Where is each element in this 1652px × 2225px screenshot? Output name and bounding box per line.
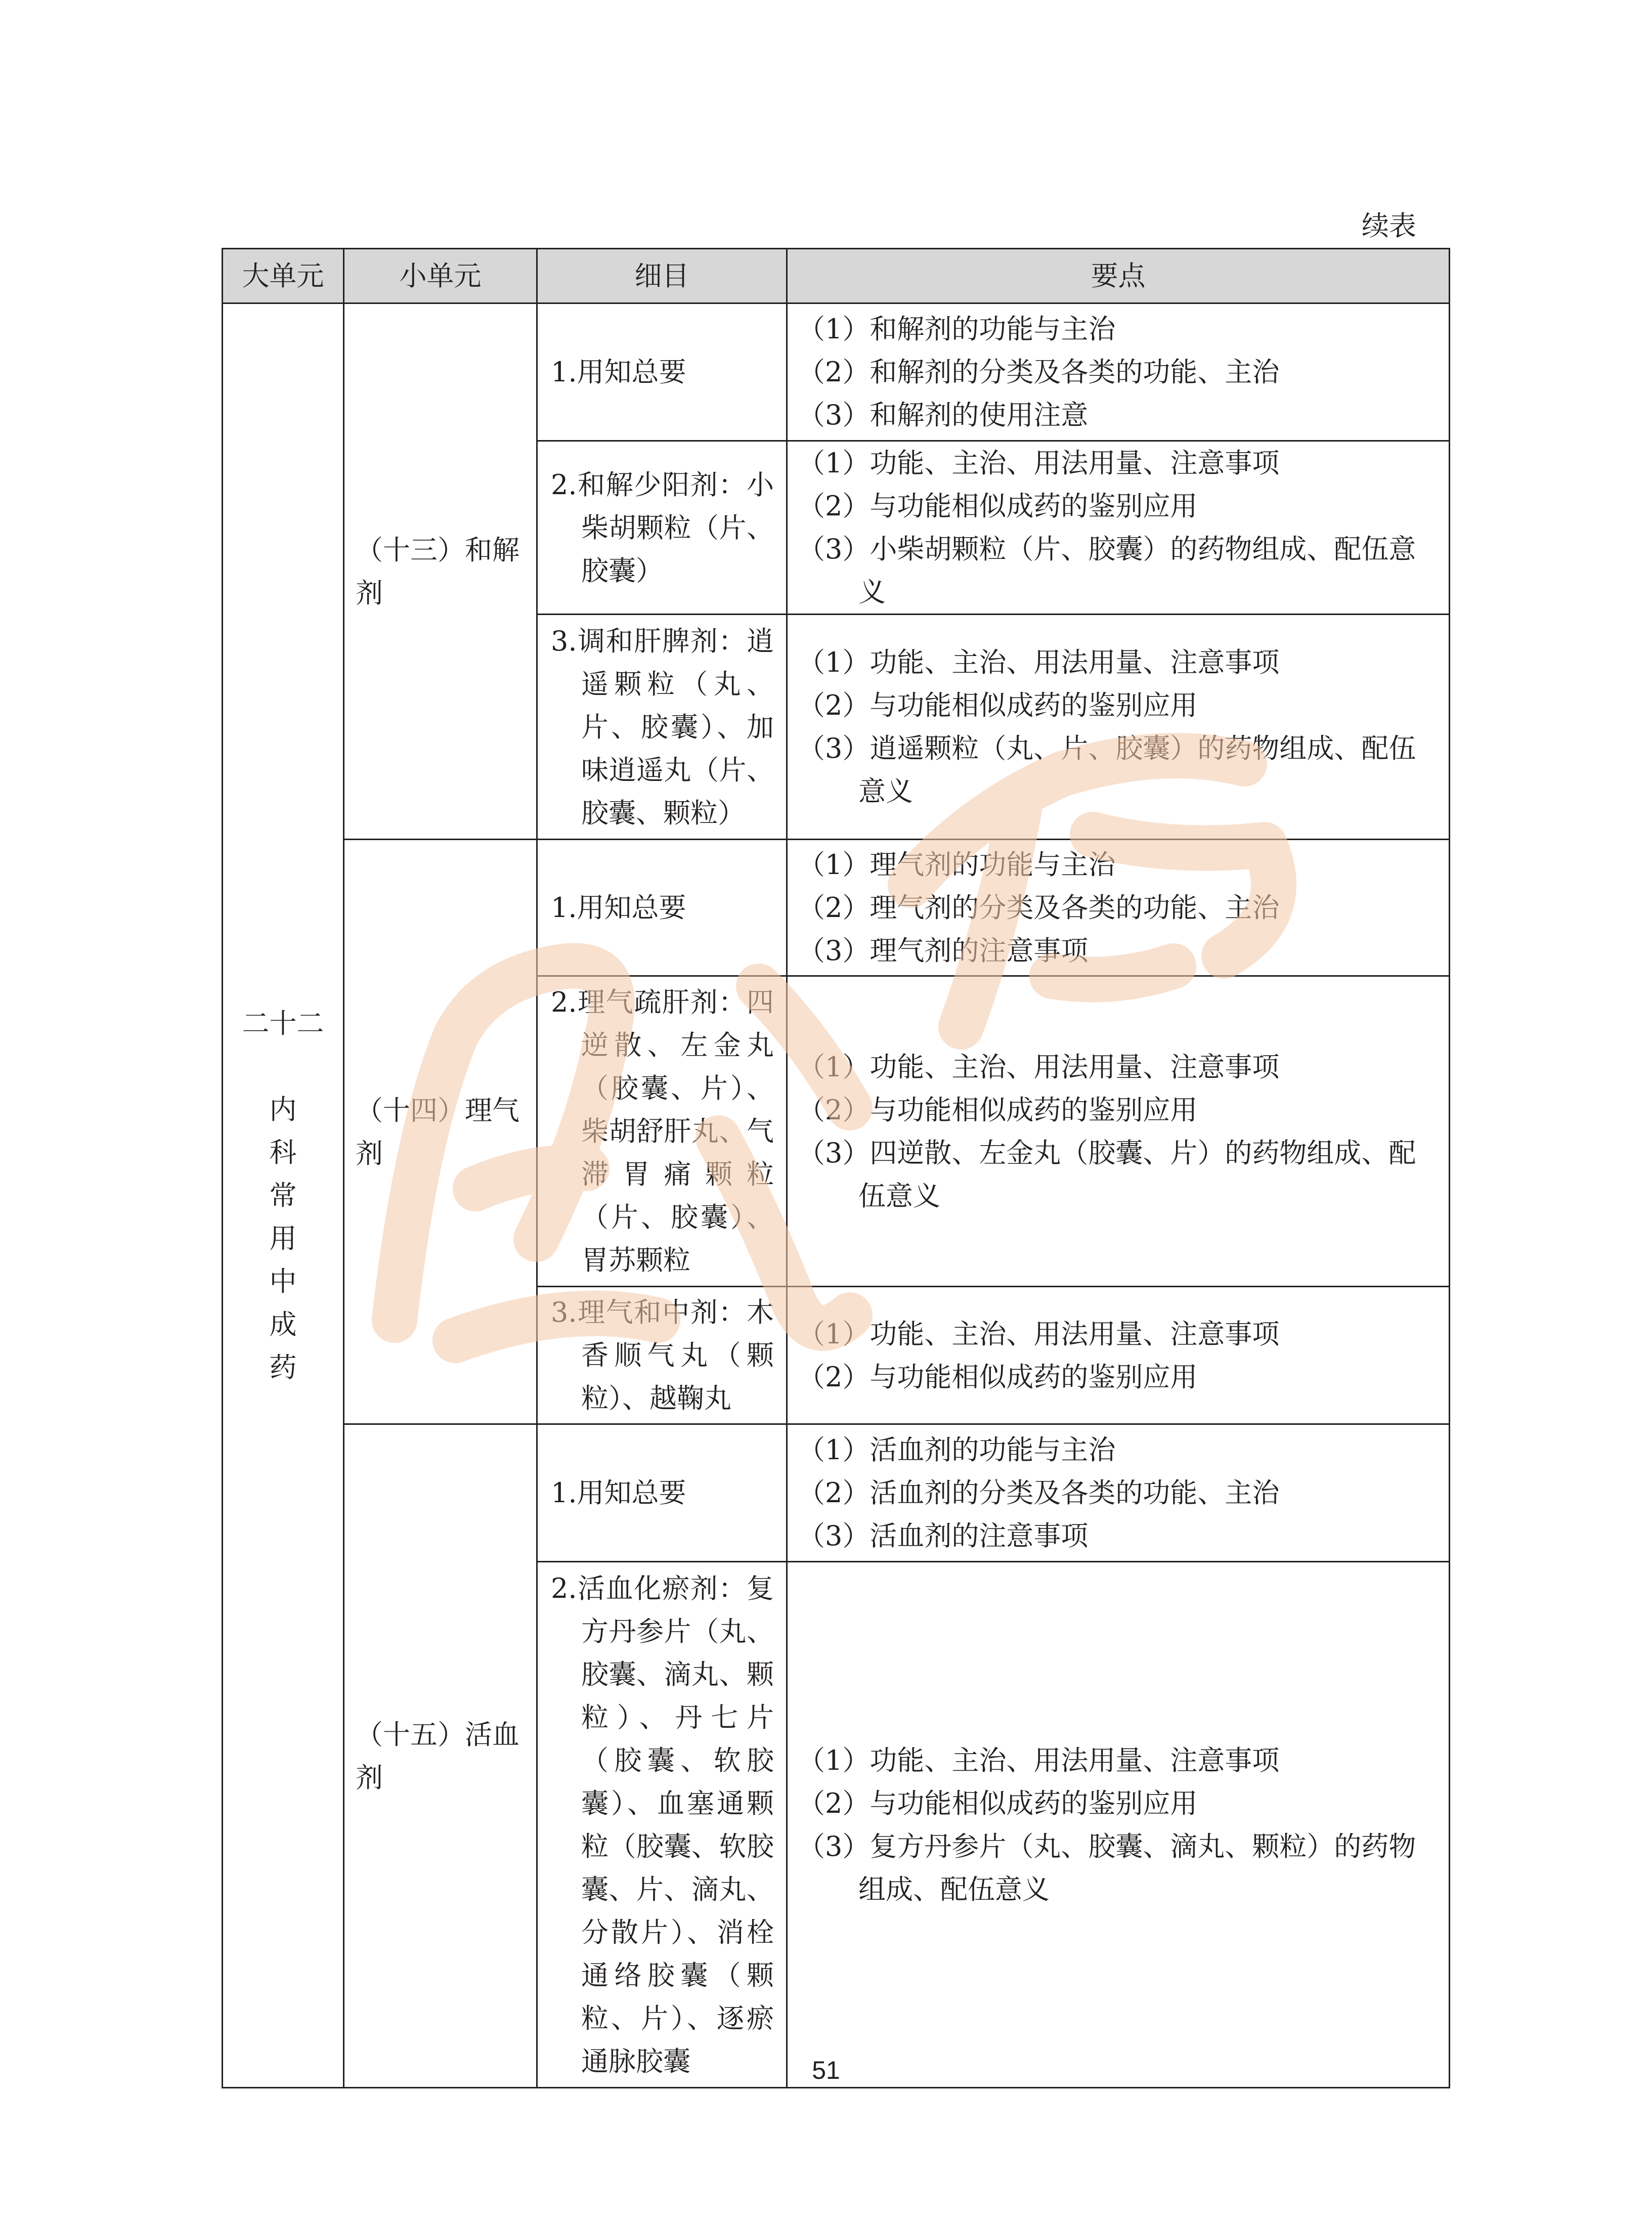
item-cell <box>537 976 787 1287</box>
major-unit-title-char: 科 <box>269 1137 297 1168</box>
points-cell <box>787 1562 1450 2088</box>
table-header-row <box>223 249 1450 303</box>
item-cell <box>537 615 787 840</box>
minor-unit-cell <box>344 1424 537 2088</box>
points-cell <box>787 441 1450 615</box>
major-unit-title-char: 常 <box>269 1180 297 1211</box>
point-line: （1）功能、主治、用法用量、注意事项 <box>798 447 1280 479</box>
points-cell <box>787 840 1450 976</box>
table-row <box>223 303 1450 441</box>
point-line: （2）和解剂的分类及各类的功能、主治 <box>798 356 1280 388</box>
point-line: （3）复方丹参片（丸、胶囊、滴丸、颗粒）的药物组成、配伍意义 <box>798 1830 1416 1905</box>
item-text: 2.和解少阳剂：小柴胡颗粒（片、胶囊） <box>551 468 774 587</box>
item-cell <box>537 1424 787 1562</box>
point-line: （1）功能、主治、用法用量、注意事项 <box>798 1051 1280 1083</box>
major-unit-number: 二十二 <box>242 1008 324 1039</box>
minor-unit-label: （十三）和解剂 <box>356 534 519 609</box>
header-major-unit: 大单元 <box>223 249 344 303</box>
point-line: （2）与功能相似成药的鉴别应用 <box>798 1787 1198 1819</box>
major-unit-cell <box>223 303 344 2088</box>
item-text: 3.理气和中剂：木香顺气丸（颗粒）、越鞠丸 <box>551 1296 774 1414</box>
point-line: （1）功能、主治、用法用量、注意事项 <box>798 646 1280 678</box>
item-cell <box>537 441 787 615</box>
major-unit-title-char: 中 <box>269 1266 297 1297</box>
points-cell <box>787 1424 1450 1562</box>
header-minor-unit: 小单元 <box>344 249 537 303</box>
item-cell <box>537 303 787 441</box>
item-text: 3.调和肝脾剂：逍遥颗粒（丸、片、胶囊）、加味逍遥丸（片、胶囊、颗粒） <box>551 625 774 829</box>
item-text: 1.用知总要 <box>551 892 686 924</box>
point-line: （1）功能、主治、用法用量、注意事项 <box>798 1318 1280 1350</box>
point-line: （3）理气剂的注意事项 <box>798 935 1089 967</box>
table-row <box>223 840 1450 976</box>
minor-unit-label: （十四）理气剂 <box>356 1094 519 1169</box>
points-cell <box>787 303 1450 441</box>
points-cell <box>787 615 1450 840</box>
minor-unit-label: （十五）活血剂 <box>356 1718 519 1794</box>
point-line: （2）活血剂的分类及各类的功能、主治 <box>798 1477 1280 1509</box>
point-line: （3）小柴胡颗粒（片、胶囊）的药物组成、配伍意义 <box>798 533 1416 608</box>
point-line: （2）理气剂的分类及各类的功能、主治 <box>798 892 1280 924</box>
point-line: （1）功能、主治、用法用量、注意事项 <box>798 1744 1280 1776</box>
major-unit-title-char: 成 <box>269 1308 297 1340</box>
item-text: 2.活血化瘀剂：复方丹参片（丸、胶囊、滴丸、颗粒）、丹七片（胶囊、软胶囊）、血塞通颗粒（胶囊、软胶囊、片、滴丸、分散片）、消栓通络胶囊（颗粒、片）、逐瘀通脉胶囊 <box>551 1572 774 2077</box>
point-line: （2）与功能相似成药的鉴别应用 <box>798 1361 1198 1393</box>
syllabus-table <box>222 248 1450 2088</box>
point-line: （3）活血剂的注意事项 <box>798 1520 1089 1552</box>
item-cell <box>537 1562 787 2088</box>
continued-label: 续表 <box>1362 210 1416 242</box>
points-cell <box>787 976 1450 1287</box>
item-text: 1.用知总要 <box>551 1477 686 1509</box>
major-unit-title-char: 内 <box>269 1094 297 1125</box>
major-unit-title-char: 药 <box>269 1351 297 1383</box>
point-line: （3）和解剂的使用注意 <box>798 399 1089 431</box>
point-line: （2）与功能相似成药的鉴别应用 <box>798 689 1198 721</box>
point-line: （1）和解剂的功能与主治 <box>798 313 1116 345</box>
point-line: （3）四逆散、左金丸（胶囊、片）的药物组成、配伍意义 <box>798 1137 1416 1212</box>
item-cell <box>537 840 787 976</box>
header-item: 细目 <box>537 249 787 303</box>
point-line: （1）活血剂的功能与主治 <box>798 1434 1116 1466</box>
point-line: （2）与功能相似成药的鉴别应用 <box>798 490 1198 522</box>
item-text: 1.用知总要 <box>551 356 686 388</box>
minor-unit-cell <box>344 840 537 1424</box>
point-line: （2）与功能相似成药的鉴别应用 <box>798 1094 1198 1126</box>
header-points: 要点 <box>787 249 1450 303</box>
item-text: 2.理气疏肝剂：四逆散、左金丸（胶囊、片）、柴胡舒肝丸、气滞胃痛颗粒（片、胶囊）、胃苏颗粒 <box>551 986 774 1276</box>
page-number: 51 <box>812 2056 840 2084</box>
point-line: （1）理气剂的功能与主治 <box>798 849 1116 881</box>
points-cell <box>787 1287 1450 1424</box>
minor-unit-cell <box>344 303 537 840</box>
point-line: （3）逍遥颗粒（丸、片、胶囊）的药物组成、配伍意义 <box>798 732 1416 807</box>
major-unit-title-char: 用 <box>269 1223 297 1254</box>
table-row <box>223 1424 1450 1562</box>
item-cell <box>537 1287 787 1424</box>
